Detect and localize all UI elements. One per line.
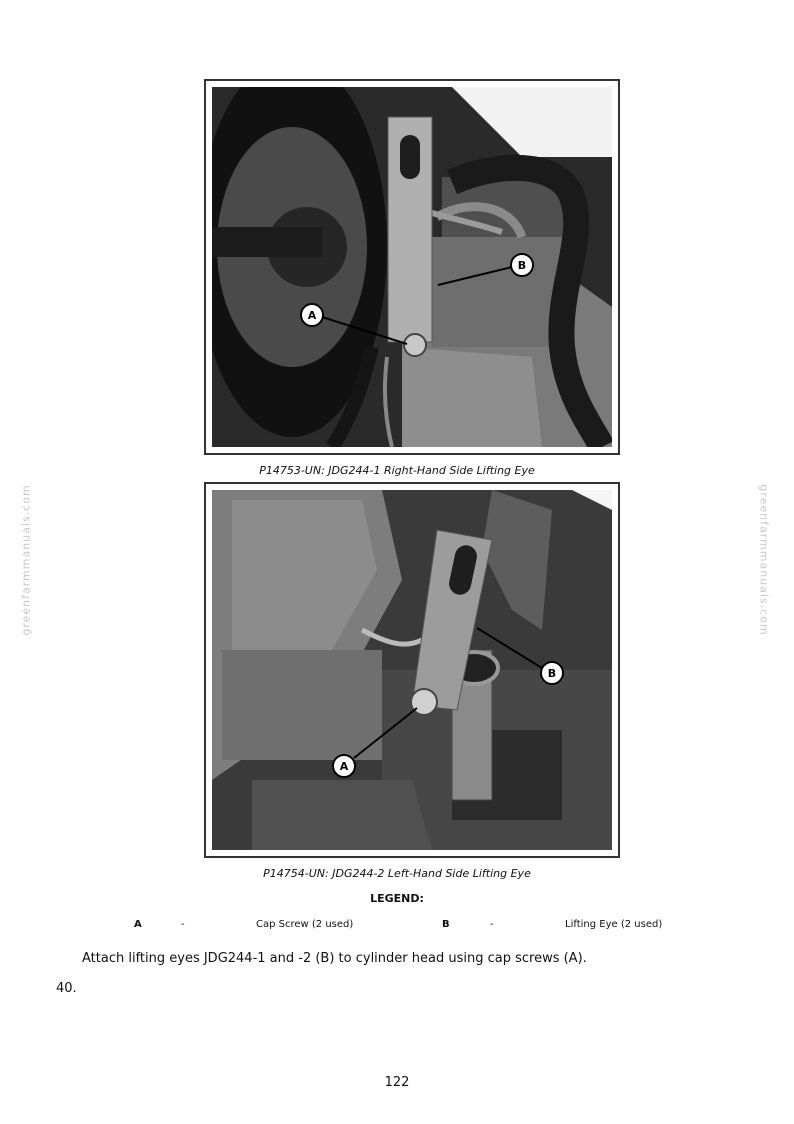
figure-caption: P14753-UN: JDG244-1 Right-Hand Side Lifting Eye [259,464,535,477]
callout-b-label: B [517,259,527,272]
legend-text-cap-screw: Cap Screw (2 used) [256,919,354,930]
figure-caption: P14754-UN: JDG244-2 Left-Hand Side Lifting Eye [263,867,531,880]
callout-a-label: A [307,309,317,322]
page-number: 122 [384,1075,410,1090]
figure-right-hand-lifting-eye [204,79,620,455]
photo-right-hand-lifting-eye [212,87,612,447]
callout-b-label: B [547,667,557,680]
legend-letter-b: B [442,919,450,930]
legend-text-lifting-eye: Lifting Eye (2 used) [565,919,663,930]
instruction-text: Attach lifting eyes JDG244-1 and -2 (B) to cylinder head using cap screws (A). [82,951,587,966]
watermark-right: greenfarmmanuals.com [757,484,771,636]
photo-left-hand-lifting-eye [212,490,612,850]
legend-letter-a: A [134,919,142,930]
callout-a-label: A [339,760,349,773]
figure-left-hand-lifting-eye [204,482,620,858]
legend-title: LEGEND: [370,892,424,905]
legend-dash: - [181,919,185,930]
watermark-left: greenfarmmanuals.com [19,484,33,636]
step-number: 40. [56,981,77,996]
legend-dash: - [490,919,494,930]
